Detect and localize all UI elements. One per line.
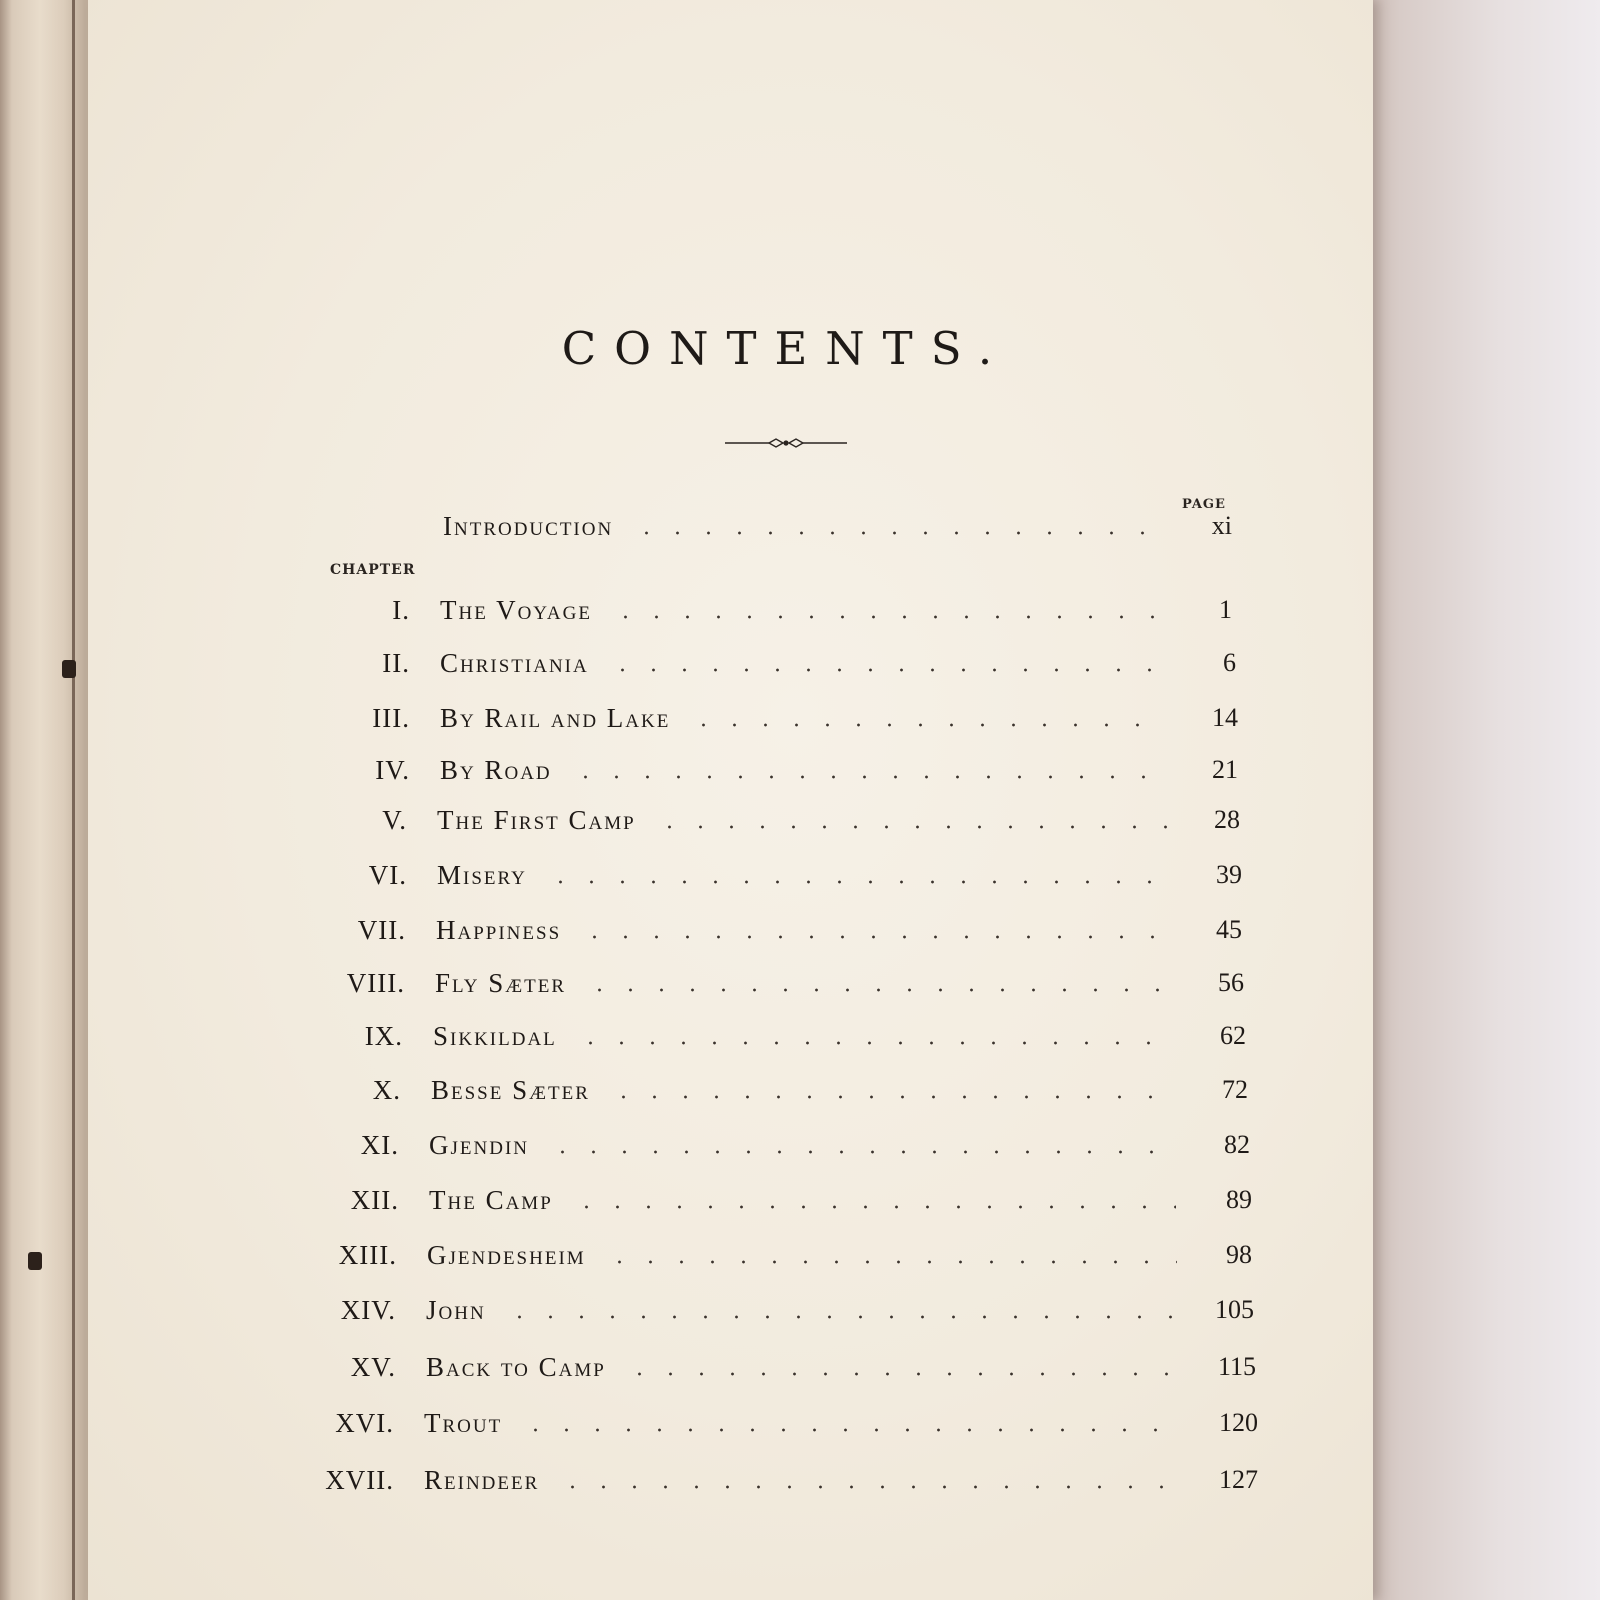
page-number: 21	[1212, 755, 1238, 784]
toc-entry	[0, 698, 1300, 738]
page-number: 120	[1219, 1408, 1258, 1437]
chapter-number: VI.	[368, 860, 407, 890]
chapter-title: The Camp	[429, 1185, 553, 1215]
page-number: 98	[1226, 1240, 1252, 1269]
dot-leader	[545, 880, 1167, 884]
dot-leader	[575, 1041, 1170, 1045]
page-number: 56	[1218, 968, 1244, 997]
chapter-number: XVII.	[325, 1465, 394, 1495]
chapter-number: VII.	[357, 915, 406, 945]
chapter-title: Reindeer	[424, 1465, 540, 1495]
chapter-title: Sikkildal	[433, 1021, 557, 1051]
chapter-number: XI.	[360, 1130, 399, 1160]
page-number: 28	[1214, 805, 1240, 834]
dot-leader	[631, 531, 1158, 535]
dot-leader	[504, 1315, 1178, 1319]
toc-entry	[0, 800, 1300, 840]
page-column-label: PAGE	[1182, 497, 1226, 512]
page-number: 14	[1212, 703, 1238, 732]
chapter-title: Trout	[424, 1408, 503, 1438]
chapter-number: XV.	[350, 1352, 396, 1382]
chapter-number: XII.	[350, 1185, 399, 1215]
page-number: 45	[1216, 915, 1242, 944]
page-number: 1	[1219, 595, 1232, 624]
chapter-title: The First Camp	[437, 805, 636, 835]
dot-leader	[547, 1150, 1174, 1154]
dot-leader	[584, 988, 1169, 992]
chapter-number: XIII.	[338, 1240, 397, 1270]
page-number: 105	[1215, 1295, 1254, 1324]
chapter-title: John	[426, 1295, 486, 1325]
chapter-number: I.	[392, 595, 410, 625]
page-number: 89	[1226, 1185, 1252, 1214]
toc-entry	[0, 855, 1300, 895]
page-number: xi	[1211, 511, 1232, 540]
toc-entry	[0, 506, 1300, 546]
page-number: 82	[1224, 1130, 1250, 1159]
chapter-title: Besse Sæter	[431, 1075, 590, 1105]
toc-entry	[0, 750, 1300, 790]
page-number: 6	[1223, 648, 1236, 677]
background-surface	[1360, 0, 1600, 1600]
toc-entry	[0, 1460, 1300, 1500]
chapter-number: III.	[372, 703, 410, 733]
chapter-number: XIV.	[340, 1295, 396, 1325]
toc-entry	[0, 1235, 1300, 1275]
chapter-column-label: CHAPTER	[330, 562, 416, 578]
dot-leader	[610, 615, 1165, 619]
dot-leader	[607, 668, 1165, 672]
chapter-title: Misery	[437, 860, 527, 890]
dot-leader	[688, 723, 1165, 727]
toc-entry	[0, 1125, 1300, 1165]
dot-leader	[520, 1428, 1182, 1432]
page-number: 72	[1222, 1075, 1248, 1104]
dot-leader	[579, 935, 1167, 939]
chapter-title: Gjendin	[429, 1130, 529, 1160]
dot-leader	[608, 1095, 1172, 1099]
dot-leader	[604, 1260, 1177, 1264]
page-number: 127	[1219, 1465, 1258, 1494]
toc-entry	[0, 1016, 1300, 1056]
toc-entry	[0, 1180, 1300, 1220]
ornament-divider-icon	[725, 436, 847, 450]
dot-leader	[571, 1205, 1176, 1209]
chapter-number: IX.	[364, 1021, 403, 1051]
chapter-number: II.	[382, 648, 410, 678]
chapter-number: V.	[382, 805, 407, 835]
page-title: CONTENTS.	[561, 322, 1011, 375]
dot-leader	[557, 1485, 1184, 1489]
chapter-title: The Voyage	[440, 595, 592, 625]
chapter-number: X.	[372, 1075, 401, 1105]
chapter-title: Fly Sæter	[435, 968, 566, 998]
toc-entry	[0, 590, 1300, 630]
chapter-number: VIII.	[346, 968, 405, 998]
chapter-title: Christiania	[440, 648, 589, 678]
chapter-title: Happiness	[436, 915, 562, 945]
toc-entry	[0, 910, 1300, 950]
chapter-title: Gjendesheim	[427, 1240, 586, 1270]
toc-entry	[0, 1070, 1300, 1110]
chapter-number: XVI.	[335, 1408, 394, 1438]
chapter-title: By Road	[440, 755, 552, 785]
chapter-number: IV.	[375, 755, 410, 785]
toc-entry	[0, 1290, 1300, 1330]
chapter-title: Back to Camp	[426, 1352, 606, 1382]
dot-leader	[654, 825, 1167, 829]
page-number: 62	[1220, 1021, 1246, 1050]
toc-entry	[0, 1347, 1300, 1387]
page-number: 39	[1216, 860, 1242, 889]
dot-leader	[570, 775, 1165, 779]
dot-leader	[624, 1372, 1180, 1376]
chapter-title: Introduction	[443, 511, 614, 541]
toc-entry	[0, 963, 1300, 1003]
page-number: 115	[1217, 1352, 1256, 1381]
toc-entry	[0, 643, 1300, 683]
chapter-title: By Rail and Lake	[440, 703, 671, 733]
toc-entry	[0, 1403, 1300, 1443]
